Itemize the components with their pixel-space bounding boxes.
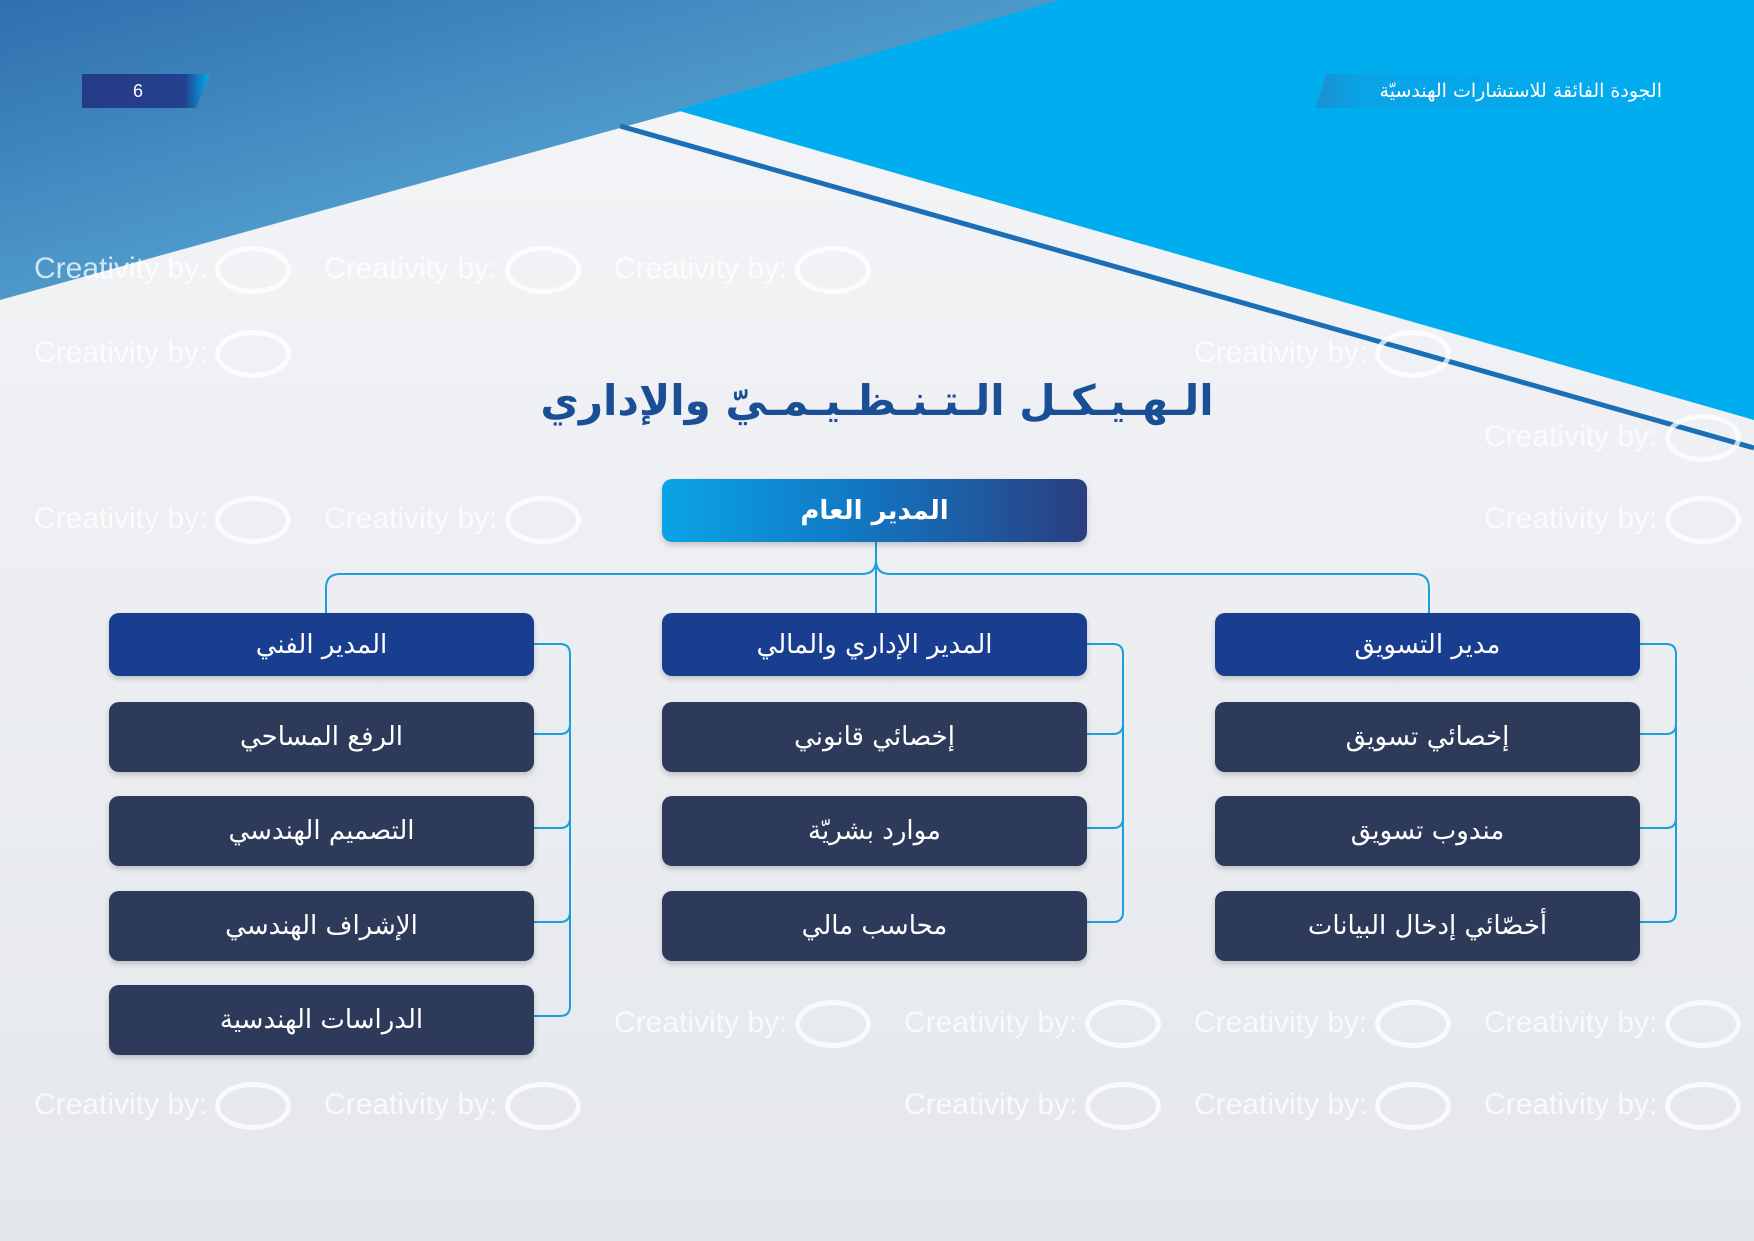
marketing-manager-box (1215, 613, 1640, 676)
engineering-design-box (109, 796, 534, 866)
watermark-text: Creativity by: (904, 1087, 1078, 1121)
accountant-box (662, 891, 1087, 961)
human-resources-label: موارد بشريّة (808, 816, 941, 846)
accountant-label: محاسب مالي (801, 911, 948, 941)
watermark-text: Creativity by: (34, 1087, 208, 1121)
page-number: 6 (132, 81, 143, 101)
marketing-specialist-box (1215, 702, 1640, 772)
watermark-text: Creativity by: (324, 1087, 498, 1121)
engineering-studies-box (109, 985, 534, 1055)
watermark-text: Creativity by: (1484, 501, 1658, 535)
legal-specialist-box (662, 702, 1087, 772)
data-entry-specialist-box (1215, 891, 1640, 961)
watermark-text: Creativity by: (34, 251, 208, 285)
watermark-text: Creativity by: (1194, 335, 1368, 369)
human-resources-box (662, 796, 1087, 866)
engineering-supervision-box (109, 891, 534, 961)
company-name: الجودة الفائقة للاستشارات الهندسيّة (1379, 80, 1662, 102)
watermark-text: Creativity by: (614, 251, 788, 285)
watermark-text: Creativity by: (614, 1005, 788, 1039)
data-entry-specialist-label: أخصّائي إدخال البيانات (1307, 911, 1548, 941)
engineering-studies-label: الدراسات الهندسية (219, 1005, 424, 1035)
watermark-text: Creativity by: (1194, 1005, 1368, 1039)
watermark-text: Creativity by: (34, 501, 208, 535)
legal-specialist-label: إخصائي قانوني (794, 722, 955, 752)
marketing-manager-label: مدير التسويق (1354, 629, 1501, 660)
watermark-text: Creativity by: (1484, 1005, 1658, 1039)
engineering-supervision-label: الإشراف الهندسي (225, 911, 418, 941)
watermark-text: Creativity by: (904, 1005, 1078, 1039)
admin-finance-manager-label: المدير الإداري والمالي (756, 629, 993, 660)
admin-finance-manager-box (662, 613, 1087, 676)
surveying-box (109, 702, 534, 772)
technical-manager-label: المدير الفني (255, 629, 388, 660)
general-manager-label: المدير العام (800, 495, 949, 526)
engineering-design-label: التصميم الهندسي (228, 816, 415, 846)
technical-manager-box (109, 613, 534, 676)
watermark-text: Creativity by: (324, 251, 498, 285)
marketing-representative-label: مندوب تسويق (1350, 816, 1505, 846)
watermark-text: Creativity by: (34, 335, 208, 369)
general-manager-box (662, 479, 1087, 542)
marketing-specialist-label: إخصائي تسويق (1345, 722, 1510, 752)
watermark-text: Creativity by: (324, 501, 498, 535)
watermark-text: Creativity by: (1484, 419, 1658, 453)
surveying-label: الرفع المساحي (239, 722, 404, 752)
watermark-text: Creativity by: (1194, 1087, 1368, 1121)
watermark-text: Creativity by: (1484, 1087, 1658, 1121)
marketing-representative-box (1215, 796, 1640, 866)
page-title: الـهـيـكـل الـتـنـظـيـمـيّ والإداري (540, 376, 1214, 425)
